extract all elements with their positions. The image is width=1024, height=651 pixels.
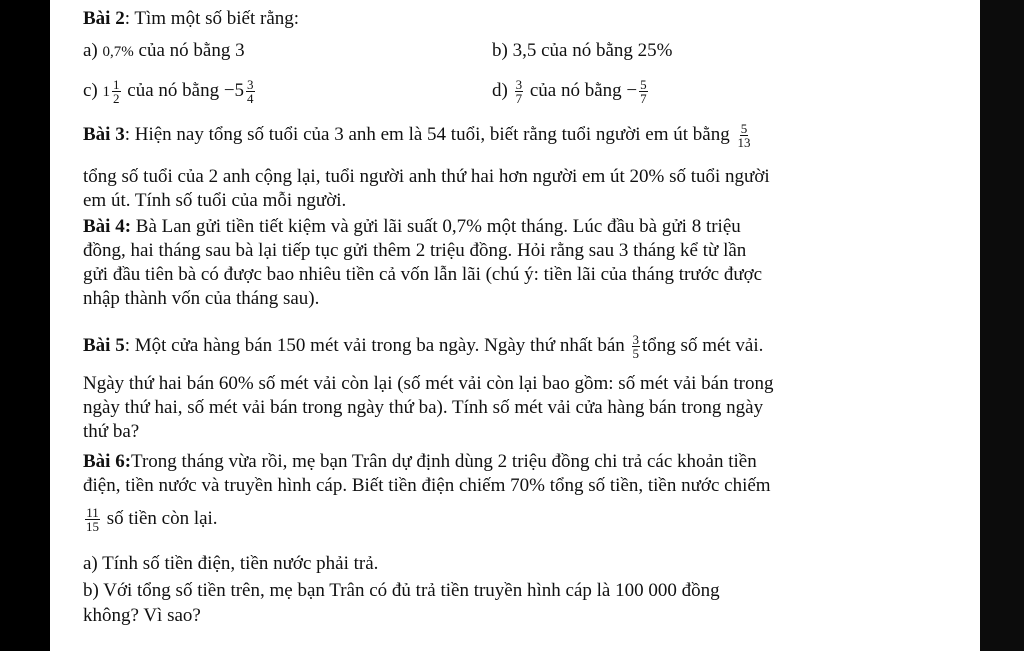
fraction bbox=[85, 506, 100, 533]
item-label: c) bbox=[83, 79, 98, 101]
item-label: d) bbox=[492, 79, 508, 101]
exercise-title: Bài 5 bbox=[83, 334, 125, 356]
item-text: của nó bằng 3 bbox=[138, 40, 245, 61]
fraction-numerator: 3 bbox=[632, 332, 640, 347]
exercise-6-line-6: không? Vì sao? bbox=[83, 605, 201, 626]
fraction-numerator: 3 bbox=[247, 77, 254, 92]
fraction-numerator: 1 bbox=[113, 77, 120, 92]
exercise-4-line-3: gửi đầu tiên bà có được bao nhiêu tiền cả vốn lẫn lãi (chú ý: tiền lãi của tháng trước được bbox=[83, 264, 763, 285]
item-value: 0,7% bbox=[102, 44, 134, 60]
item-text: của nó bằng − bbox=[529, 79, 638, 101]
fraction-denominator: 4 bbox=[247, 91, 254, 106]
fraction bbox=[515, 78, 524, 105]
exercise-6-line-5: b) Với tổng số tiền trên, mẹ bạn Trân có đủ trả tiền truyền hình cáp là 100 000 đồng bbox=[83, 580, 720, 601]
dark-border bbox=[980, 0, 1024, 651]
exercise-text: : Một cửa hàng bán 150 mét vải trong ba ngày. Ngày thứ nhất bán bbox=[124, 334, 625, 356]
item-label: b) bbox=[492, 40, 508, 61]
exercise-6-line-4: a) Tính số tiền điện, tiền nước phải trả. bbox=[83, 553, 379, 574]
exercise-title: Bài 2 bbox=[83, 8, 125, 29]
exercise-title: Bài 6: bbox=[83, 451, 132, 472]
exercise-3-line-1 bbox=[83, 122, 753, 149]
fraction-denominator: 7 bbox=[515, 91, 523, 106]
exercise-3-line-2: tổng số tuổi của 2 anh cộng lại, tuổi người anh thứ hai hơn người em út 20% số tuổi người bbox=[83, 166, 770, 187]
fraction-numerator: 5 bbox=[740, 121, 748, 136]
exercise-4-line-2: đồng, hai tháng sau bà lại tiếp tục gửi thêm 2 triệu đồng. Hỏi rằng sau 3 tháng kể từ lần bbox=[83, 240, 747, 261]
exercise-4-line-4: nhập thành vốn của tháng sau). bbox=[83, 288, 320, 309]
exercise-text: Trong tháng vừa rồi, mẹ bạn Trân dự định dùng 2 triệu đồng chi trả các khoản tiền bbox=[131, 451, 757, 472]
exercise-2-item-c bbox=[83, 78, 257, 105]
fraction bbox=[246, 78, 255, 105]
exercise-text: : Hiện nay tổng số tuổi của 3 anh em là 54 tuổi, biết rằng tuổi người em út bằng bbox=[124, 123, 730, 145]
fraction-denominator: 13 bbox=[737, 135, 751, 150]
exercise-4-line-1 bbox=[83, 216, 741, 238]
exercise-5-line-3: ngày thứ hai, số mét vải bán trong ngày thứ ba). Tính số mét vải cửa hàng bán trong ngày bbox=[83, 397, 764, 418]
fraction-denominator: 15 bbox=[86, 519, 99, 534]
fraction-numerator: 5 bbox=[640, 77, 647, 92]
exercise-2-item-b bbox=[492, 40, 672, 62]
exercise-2-heading bbox=[83, 8, 299, 30]
exercise-2-row-ab bbox=[83, 40, 245, 63]
fraction bbox=[736, 122, 751, 149]
exercise-5-line-4: thứ ba? bbox=[83, 421, 140, 442]
item-label: a) bbox=[83, 40, 98, 61]
fraction bbox=[632, 333, 641, 360]
exercise-6-line-3 bbox=[83, 506, 218, 533]
fraction-numerator: 11 bbox=[86, 505, 99, 520]
fraction bbox=[639, 78, 648, 105]
exercise-5-line-1 bbox=[83, 333, 763, 360]
fraction-denominator: 2 bbox=[113, 91, 120, 106]
fraction bbox=[112, 78, 121, 105]
fraction-denominator: 7 bbox=[640, 91, 647, 106]
exercise-title: Bài 3 bbox=[83, 123, 125, 145]
exercise-text: : Tìm một số biết rằng: bbox=[124, 8, 300, 29]
exercise-text: Bà Lan gửi tiền tiết kiệm và gửi lãi suất 0,7% một tháng. Lúc đầu bà gửi 8 triệu bbox=[131, 216, 741, 237]
exercise-6-line-1 bbox=[83, 451, 757, 473]
item-text: 3,5 của nó bằng 25% bbox=[512, 40, 673, 61]
fraction-numerator: 3 bbox=[515, 77, 523, 92]
exercise-text: số tiền còn lại. bbox=[106, 507, 218, 529]
item-text: của nó bằng −5 bbox=[127, 79, 245, 101]
exercise-text: tổng số mét vải. bbox=[642, 334, 764, 356]
exercise-2-item-d bbox=[492, 78, 650, 105]
mixed-whole: 1 bbox=[102, 83, 111, 100]
exercise-5-line-2: Ngày thứ hai bán 60% số mét vải còn lại (số mét vải còn lại bao gồm: số mét vải bán trong bbox=[83, 373, 774, 394]
exercise-6-line-2: điện, tiền nước và truyền hình cáp. Biết tiền điện chiếm 70% tổng số tiền, tiền nước chiếm bbox=[83, 475, 771, 496]
fraction-denominator: 5 bbox=[632, 346, 640, 361]
exercise-3-line-3: em út. Tính số tuổi của mỗi người. bbox=[83, 190, 347, 211]
exercise-title: Bài 4: bbox=[83, 216, 132, 237]
